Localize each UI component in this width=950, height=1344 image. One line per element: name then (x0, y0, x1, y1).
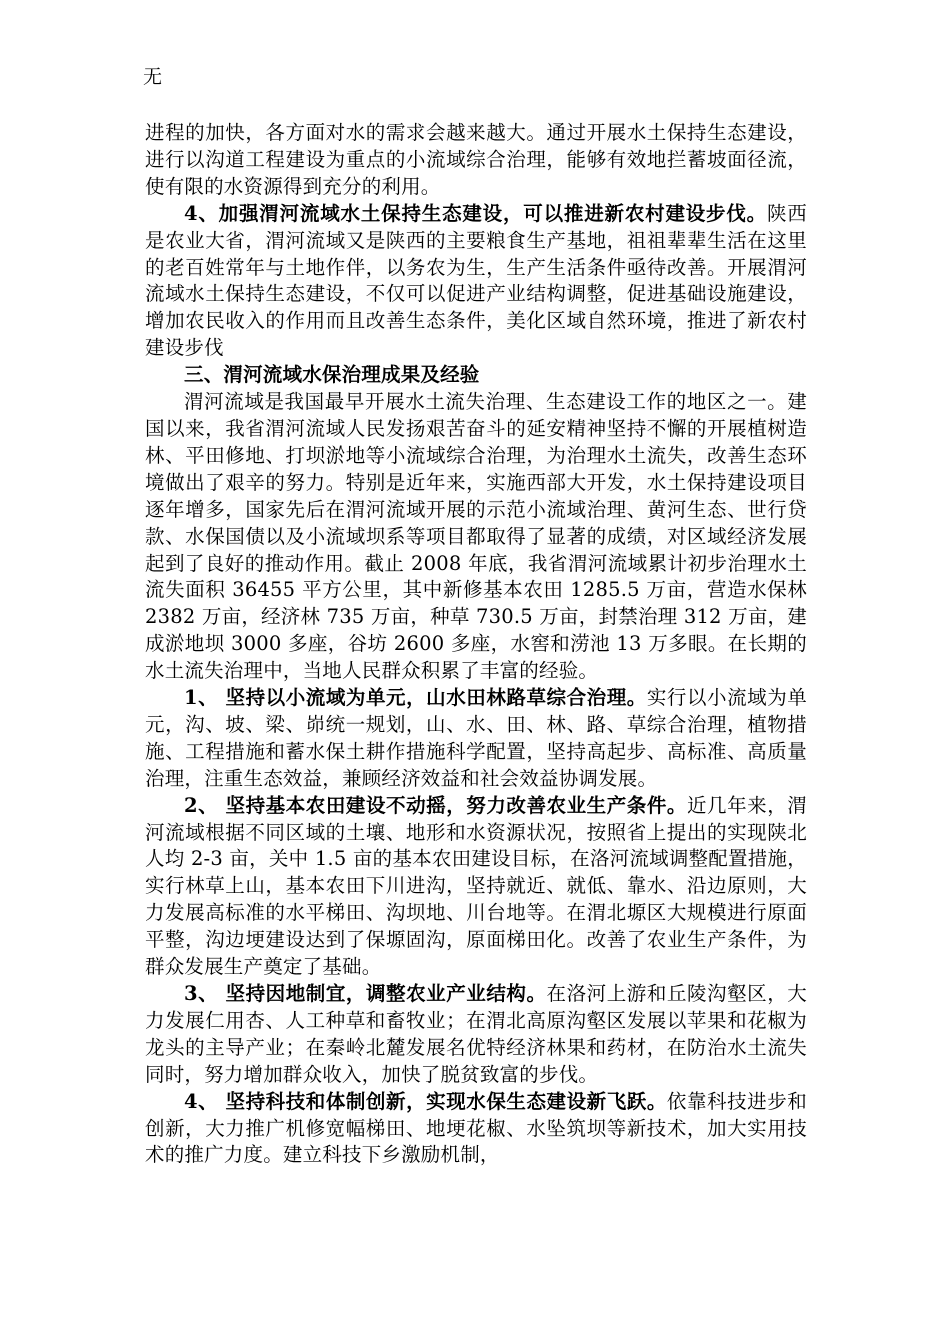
paragraph-point-4 (145, 201, 807, 362)
document-body (145, 120, 807, 1169)
paragraph-lead: 1、 坚持以小流域为单元，山水田林路草综合治理。 (184, 686, 647, 710)
paragraph-lead: 3、 坚持因地制宜，调整农业产业结构。 (184, 982, 547, 1005)
paragraph-text: 渭河流域是我国最早开展水土流失治理、生态建设工作的地区之一。建国以来，我省渭河流域人民发扬艰苦奋斗的延安精神坚持不懈的开展植树造林、平田修地、打坝淤地等小流域综合治理，为治理水土流失，改善生态环境做出了艰辛的努力。特别是近年来，实施西部大开发，水土保持建设项目逐年增多，国家先后在渭河流域开展的示范小流域治理、黄河生态、世行贷款、水保国债以及小流域坝系等项目都取得了显著的成绩，对区域经济发展起到了良好的推动作用。截止 2008 年底，我省渭河流域累计初步治理水土流失面积 36455 平方公里，其中新修基本农田 1285.5 万亩，营造水保林 2382 万亩，经济林 735 万亩，种草 730.5 万亩，封禁治理 312 万亩，建成淤地坝 3000 多座，谷坊 2600 多座，水窖和涝池 13 万多眼。在长期的水土流失治理中，当地人民群众积累了丰富的经验。 (145, 390, 807, 683)
page-header: 无 (143, 66, 163, 88)
paragraph-lead: 4、 坚持科技和体制创新，实现水保生态建设新飞跃。 (184, 1089, 667, 1113)
paragraph-lead: 4、加强渭河流域水土保持生态建设，可以推进新农村建设步伐。 (184, 201, 767, 225)
paragraph-text: 近几年来，渭河流域根据不同区域的土壤、地形和水资源状况，按照省上提出的实现陕北人均 2-3 亩，关中 1.5 亩的基本农田建设目标，在洛河流域调整配置措施，实行林草上山，基本农田下川进沟，坚持就近、就低、靠水、沿边原则，大力发展高标准的水平梯田、沟坝地、川台地等。在渭北塬区大规模进行原面平整，沟边埂建设达到了保塬固沟，原面梯田化。改善了农业生产条件，为群众发展生产奠定了基础。 (145, 793, 807, 979)
paragraph-continuation (145, 120, 807, 201)
paragraph-experience-2 (145, 793, 807, 981)
paragraph-text: 实行以小流域为单元，沟、坡、梁、峁统一规划，山、水、田、林、路、草综合治理，植物措施、工程措施和蓄水保土耕作措施科学配置，坚持高起步、高标准、高质量治理，注重生态效益，兼顾经济效益和社会效益协调发展。 (145, 686, 807, 790)
paragraph-text: 陕西是农业大省，渭河流域又是陕西的主要粮食生产基地，祖祖辈辈生活在这里的老百姓常年与土地作伴，以务农为生，生产生活条件亟待改善。开展渭河流域水土保持生态建设，不仅可以促进产业结构调整，促进基础设施建设，增加农民收入的作用而且改善生态条件，美化区域自然环境，推进了新农村建设步伐 (145, 201, 807, 360)
paragraph-text: 依靠科技进步和创新，大力推广机修宽幅梯田、地埂花椒、水坠筑坝等新技术，加大实用技术的推广力度。建立科技下乡激励机制， (145, 1089, 807, 1167)
paragraph-text: 在洛河上游和丘陵沟壑区，大力发展仁用杏、人工种草和畜牧业；在渭北高原沟壑区发展以苹果和花椒为龙头的主导产业；在秦岭北麓发展名优特经济林果和药材，在防治水土流失同时，努力增加群众收入，加快了脱贫致富的步伐。 (145, 982, 807, 1086)
paragraph-experience-4 (145, 1089, 807, 1170)
paragraph-experience-3 (145, 981, 807, 1089)
paragraph-experience-1 (145, 685, 807, 793)
paragraph-lead: 2、 坚持基本农田建设不动摇，努力改善农业生产条件。 (184, 793, 687, 817)
paragraph-text: 进程的加快，各方面对水的需求会越来越大。通过开展水土保持生态建设，进行以沟道工程建设为重点的小流域综合治理，能够有效地拦蓄坡面径流，使有限的水资源得到充分的利用。 (145, 121, 807, 198)
paragraph-overview (145, 389, 807, 685)
section-heading: 三、渭河流域水保治理成果及经验 (184, 363, 480, 387)
